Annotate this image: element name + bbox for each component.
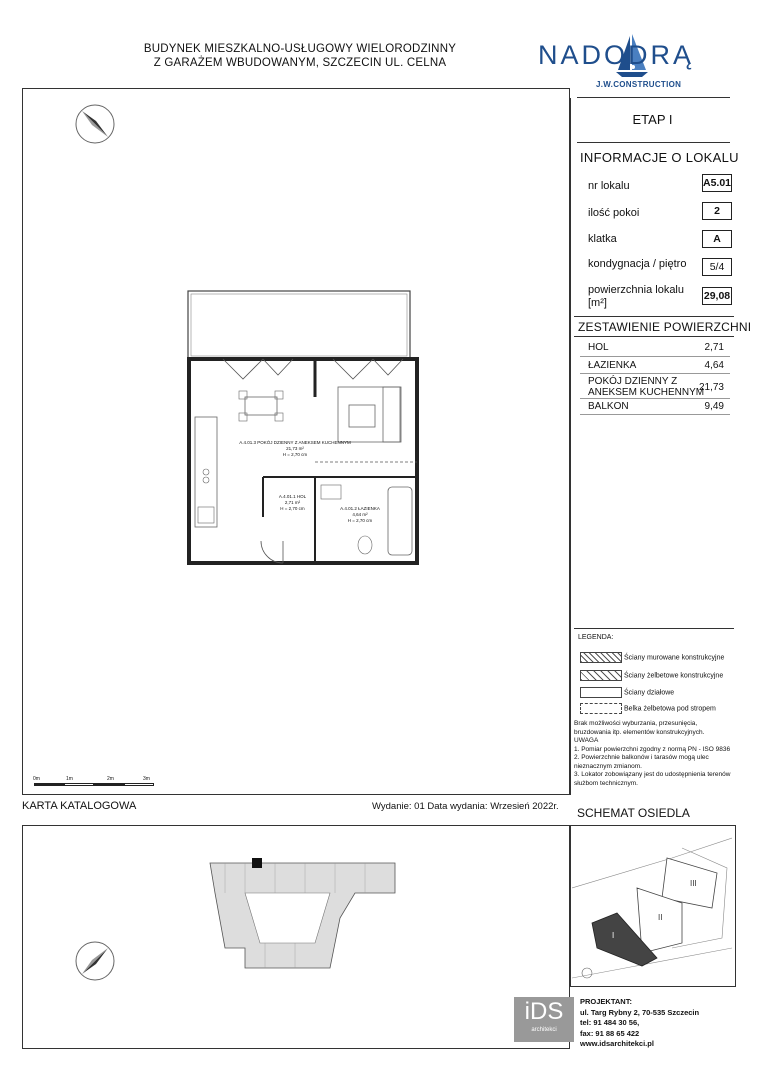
zest-label: POKÓJ DZIENNY Z ANEKSEM KUCHENNYM [588, 376, 705, 398]
info-value-powierzchnia: 29,08 [702, 287, 732, 305]
scheme-label-iii: III [690, 879, 697, 888]
room-label-living [225, 440, 365, 458]
room-name: A.4.01.3 POKÓJ DZIENNY Z ANEKSEM KUCHENNYM [239, 440, 351, 445]
zest-divider-2 [574, 336, 734, 337]
unit-marker [252, 858, 262, 868]
room-label-hol [265, 494, 320, 512]
projektant-line: tel: 91 484 30 56, [580, 1018, 640, 1027]
room-label-bath [330, 506, 390, 524]
room-name: A.4.01.2 ŁAZIENKA [340, 506, 380, 511]
info-value-pietro: 5/4 [702, 258, 732, 276]
etap-divider-2 [577, 142, 730, 143]
zest-label: ŁAZIENKA [588, 360, 637, 371]
karta-katalogowa: KARTA KATALOGOWA [22, 800, 137, 812]
etap-divider [577, 97, 730, 98]
projektant-line: www.idsarchitekci.pl [580, 1039, 654, 1048]
scale-bar [34, 783, 164, 787]
key-plan [205, 853, 405, 973]
info-label-nr: nr lokalu [588, 180, 630, 192]
logo-subtitle: J.W.CONSTRUCTION [596, 80, 682, 89]
ids-logo-text: iDS [524, 998, 564, 1025]
brand-logo [538, 30, 738, 92]
keyplan-north-arrow-icon [74, 940, 116, 982]
hatch-swatch [580, 670, 622, 681]
info-value-nr: A5.01 [702, 174, 732, 192]
title-line-2: Z GARAŻEM WBUDOWANYM, SZCZECIN UL. CELNA [153, 57, 447, 69]
note-line: 3. Lokator zobowiązany jest do udostępnienia terenów służbom technicznym. [574, 771, 731, 787]
room-area: 4,64 m² [352, 512, 368, 517]
north-arrow-icon [74, 103, 116, 145]
projektant-block [580, 997, 699, 1050]
scale-label-1: 1m [66, 776, 73, 782]
info-value-klatka: A [702, 230, 732, 248]
zest-value: 21,73 [698, 382, 724, 393]
room-name: A.4.01.1 HOL [278, 494, 307, 499]
info-label-klatka: klatka [588, 233, 617, 245]
floor-plan [183, 287, 423, 567]
zest-line [580, 356, 730, 357]
dashed-swatch [580, 703, 622, 714]
room-height: H = 2,70 cm [280, 506, 305, 511]
zest-value: 4,64 [704, 360, 724, 371]
legend-item-zelbetowe [580, 670, 723, 681]
zest-line [580, 373, 730, 374]
projektant-line: ul. Targ Rybny 2, 70-535 Szczecin [580, 1007, 700, 1017]
info-label-pokoi: ilość pokoi [588, 207, 640, 219]
room-height: H = 2,70 cm [282, 452, 308, 457]
projektant-line: fax: 91 88 65 422 [580, 1028, 640, 1038]
zest-label: HOL [588, 342, 609, 353]
title-line-1: BUDYNEK MIESZKALNO-USŁUGOWY WIELORODZINNY [143, 43, 457, 55]
note-line: UWAGA [574, 737, 599, 744]
legend-label: Ściany działowe [624, 689, 675, 697]
room-area: 2,71 m² [284, 500, 301, 505]
crosshatch-swatch [580, 652, 622, 663]
scale-label-3: 3m [143, 776, 150, 782]
scale-label-0: 0m [33, 776, 40, 782]
etap-label: ETAP I [632, 112, 673, 127]
legend-item-dzialowe [580, 687, 674, 698]
plain-swatch [580, 687, 622, 698]
legend-label: Belka żelbetowa pod stropem [624, 705, 716, 713]
zestawienie-heading: ZESTAWIENIE POWIERZCHNI [578, 320, 752, 334]
balcony-outline [188, 291, 410, 359]
zest-row-balkon [588, 401, 736, 412]
projektant-label: PROJEKTANT: [580, 997, 632, 1006]
room-area: 21,73 m² [286, 446, 304, 451]
scheme-label-i: I [612, 931, 615, 940]
zest-value: 2,71 [704, 342, 724, 353]
logo-text: NADODRĄ [538, 40, 695, 70]
legend-heading: LEGENDA: [578, 634, 614, 641]
legend-label: Ściany żelbetowe konstrukcyjne [624, 672, 724, 680]
legend-notes [574, 720, 734, 788]
zest-line [580, 398, 730, 399]
ids-logo-sub: architekci [531, 1027, 557, 1033]
room-height: H = 2,70 cm [347, 518, 373, 523]
zest-row-hol [588, 342, 736, 353]
info-label-powierzchnia: powierzchnia lokalu [m²] [588, 284, 684, 309]
legend-label: Ściany murowane konstrukcyjne [624, 654, 725, 662]
scheme-compass-icon [582, 968, 592, 978]
ids-logo [514, 997, 574, 1042]
note-line: 2. Powierzchnie balkonów i tarasów mogą ulec nieznacznym zmianom. [574, 754, 709, 770]
zest-row-lazienka [588, 360, 736, 371]
note-line: 1. Pomiar powierzchni zgodny z normą PN - ISO 9836 [574, 745, 731, 753]
site-scheme [572, 828, 732, 983]
document-title [110, 42, 490, 70]
legend-item-murowane [580, 652, 724, 663]
zest-row-pokoj [588, 376, 736, 398]
legend-item-belka [580, 703, 716, 714]
note-line: Brak możliwości wyburzania, przesunięcia, bruzdowania itp. elementów konstrukcyjnych. [574, 720, 705, 736]
zest-value: 9,49 [704, 401, 724, 412]
info-heading: INFORMACJE O LOKALU [580, 150, 739, 165]
info-label-pietro: kondygnacja / piętro [588, 258, 687, 270]
wydanie-info: Wydanie: 01 Data wydania: Wrzesień 2022r. [372, 801, 559, 812]
zest-label: BALKON [588, 401, 629, 412]
schemat-heading: SCHEMAT OSIEDLA [577, 806, 690, 820]
legend-divider [574, 628, 734, 629]
zest-divider [574, 316, 734, 317]
info-value-pokoi: 2 [702, 202, 732, 220]
zest-line [580, 414, 730, 415]
scale-label-2: 2m [107, 776, 114, 782]
scheme-label-ii: II [658, 913, 663, 922]
